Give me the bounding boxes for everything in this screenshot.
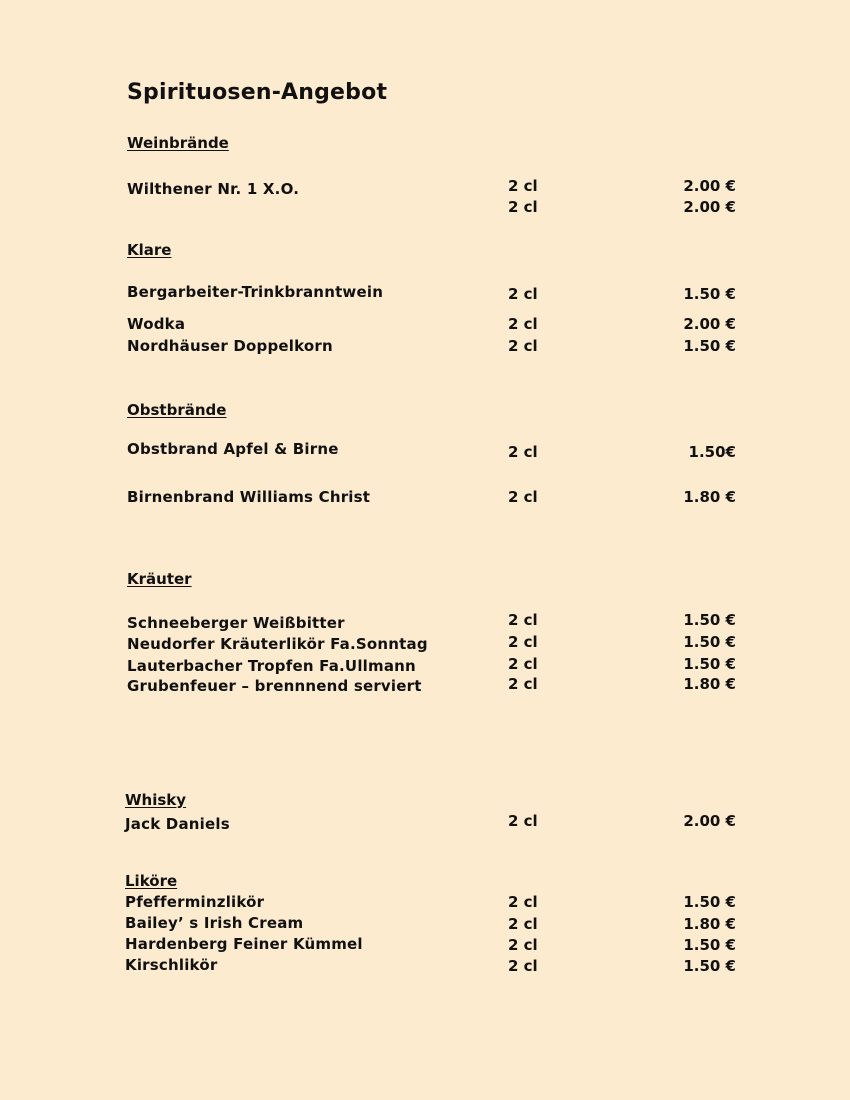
item-name: Birnenbrand Williams Christ [127, 488, 371, 506]
item-price: 2.00 € [683, 177, 736, 195]
item-name: Nordhäuser Doppelkorn [127, 337, 333, 355]
menu-item-row [0, 936, 850, 956]
item-price: 2.00 € [683, 315, 736, 333]
item-price: 1.50 € [683, 611, 736, 629]
item-quantity: 2 cl [508, 655, 538, 673]
menu-item-row [0, 611, 850, 631]
menu-item-row [0, 285, 850, 305]
item-name: Pfefferminzlikör [125, 893, 265, 911]
menu-item-row [0, 633, 850, 653]
menu-item-row [0, 337, 850, 357]
page-title: Spirituosen-Angebot [127, 80, 388, 105]
item-name: Neudorfer Kräuterlikör Fa.Sonntag [127, 635, 428, 653]
item-name: Schneeberger Weißbitter [127, 614, 345, 632]
item-quantity: 2 cl [508, 443, 538, 461]
item-price: 1.50 € [683, 936, 736, 954]
menu-item-row [0, 812, 850, 832]
item-quantity: 2 cl [508, 285, 538, 303]
item-quantity: 2 cl [508, 675, 538, 693]
menu-item-row [0, 915, 850, 935]
item-quantity: 2 cl [508, 337, 538, 355]
section-heading-likoere: Liköre [125, 872, 178, 890]
item-quantity: 2 cl [508, 488, 538, 506]
item-name: Obstbrand Apfel & Birne [127, 440, 339, 458]
item-name: Hardenberg Feiner Kümmel [125, 935, 363, 953]
menu-item-row [0, 957, 850, 977]
item-quantity: 2 cl [508, 915, 538, 933]
item-name: Grubenfeuer – brennnend serviert [127, 677, 422, 695]
section-heading-weinbraende: Weinbrände [127, 134, 229, 152]
item-name: Bergarbeiter-Trinkbranntwein [127, 283, 384, 301]
section-heading-whisky: Whisky [125, 791, 187, 809]
item-name: Wodka [127, 315, 186, 333]
item-name: Bailey’ s Irish Cream [125, 914, 304, 932]
item-name: Kirschlikör [125, 956, 218, 974]
item-name: Lauterbacher Tropfen Fa.Ullmann [127, 657, 416, 675]
item-name: Jack Daniels [125, 815, 230, 833]
menu-item-row [0, 198, 850, 218]
item-quantity: 2 cl [508, 957, 538, 975]
item-price: 1.80 € [683, 488, 736, 506]
item-price: 2.00 € [683, 812, 736, 830]
menu-item-row [0, 675, 850, 695]
section-heading-klare: Klare [127, 241, 172, 259]
menu-item-row [0, 177, 850, 197]
item-quantity: 2 cl [508, 893, 538, 911]
menu-item-row [0, 655, 850, 675]
item-quantity: 2 cl [508, 936, 538, 954]
item-quantity: 2 cl [508, 315, 538, 333]
menu-item-row [0, 893, 850, 913]
section-heading-kraeuter: Kräuter [127, 570, 192, 588]
item-quantity: 2 cl [508, 177, 538, 195]
item-price: 1.80 € [683, 915, 736, 933]
item-price: 1.50 € [683, 337, 736, 355]
menu-item-row [0, 440, 850, 463]
item-price: 1.50 € [683, 285, 736, 303]
item-quantity: 2 cl [508, 611, 538, 629]
item-price: 1.50 € [683, 957, 736, 975]
item-price: 1.50 € [683, 893, 736, 911]
section-heading-obstbraende: Obstbrände [127, 401, 227, 419]
item-quantity: 2 cl [508, 633, 538, 651]
item-price: 2.00 € [683, 198, 736, 216]
item-quantity: 2 cl [508, 198, 538, 216]
menu-item-row [0, 315, 850, 335]
item-quantity: 2 cl [508, 812, 538, 830]
item-price: 1.50 € [683, 633, 736, 651]
item-name: Wilthener Nr. 1 X.O. [127, 180, 300, 198]
item-price: 1.50€ [688, 443, 736, 461]
item-price: 1.50 € [683, 655, 736, 673]
menu-item-row [0, 488, 850, 508]
item-price: 1.80 € [683, 675, 736, 693]
